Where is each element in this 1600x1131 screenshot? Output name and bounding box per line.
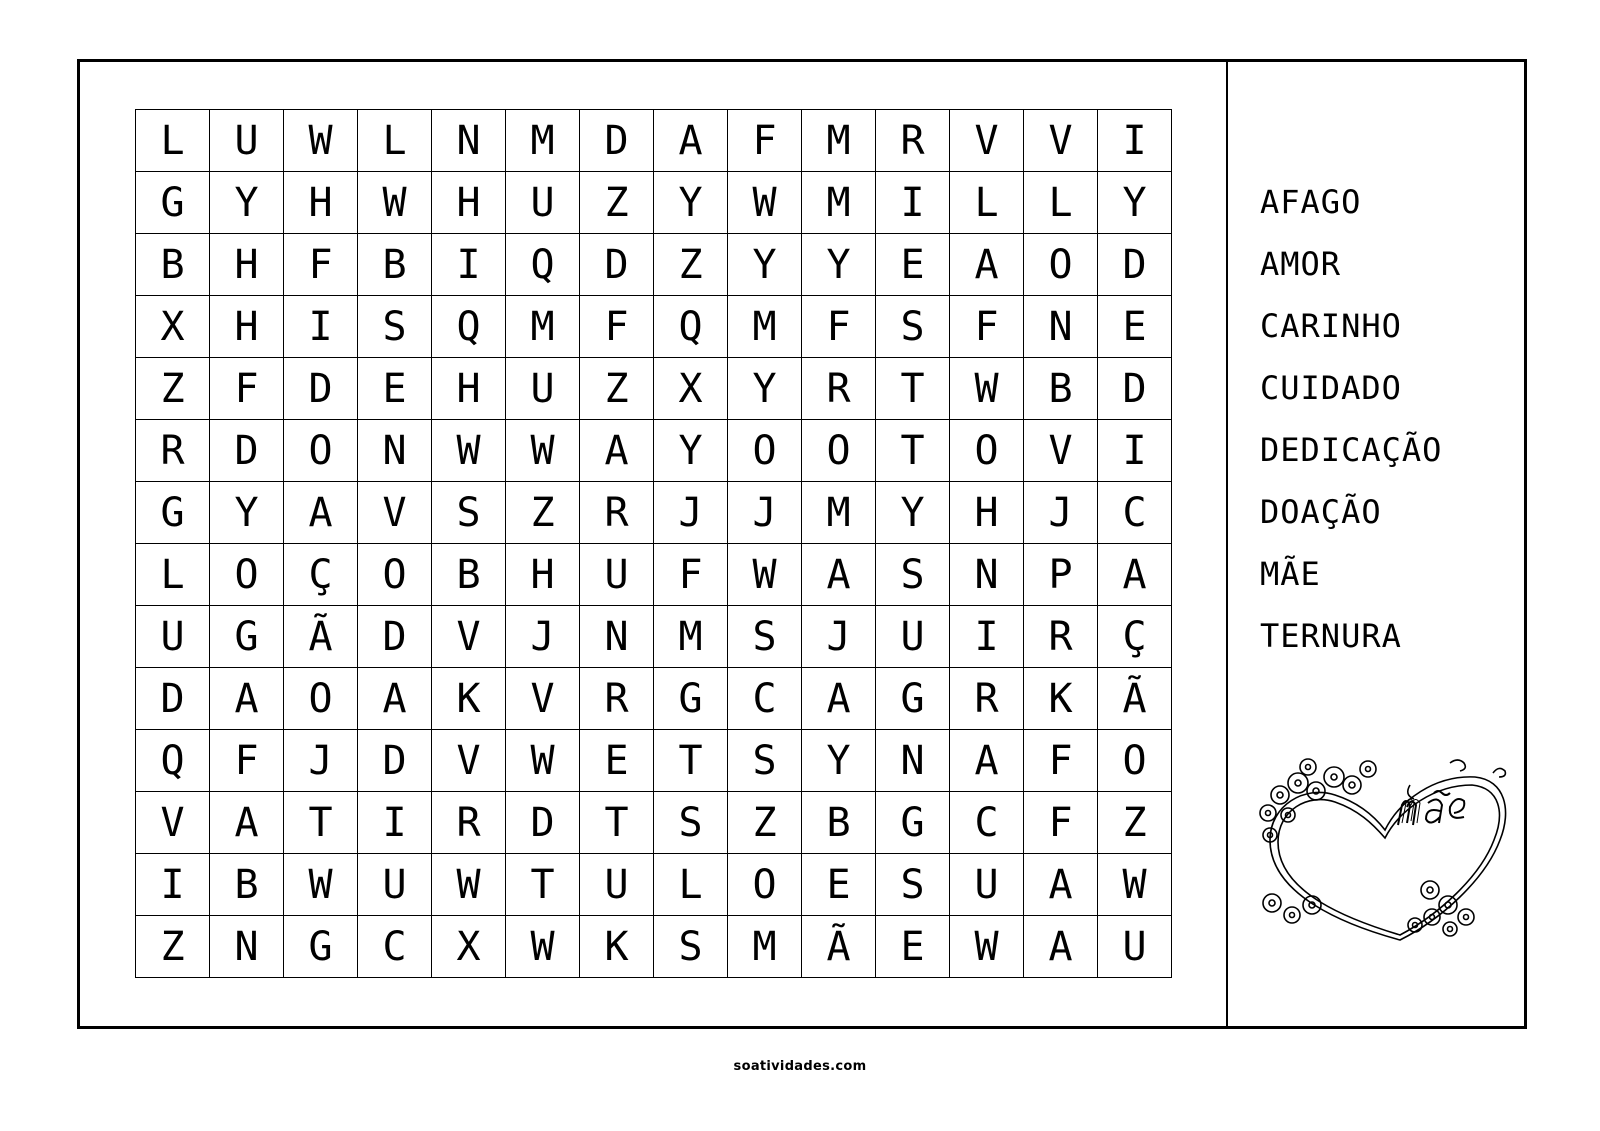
grid-cell[interactable]: C	[1098, 482, 1172, 544]
grid-cell[interactable]: D	[210, 420, 284, 482]
grid-cell[interactable]: X	[136, 296, 210, 358]
grid-cell[interactable]: O	[284, 420, 358, 482]
grid-cell[interactable]: G	[136, 172, 210, 234]
grid-cell[interactable]: H	[210, 296, 284, 358]
grid-cell[interactable]: D	[284, 358, 358, 420]
grid-cell[interactable]: O	[358, 544, 432, 606]
grid-cell[interactable]: M	[802, 172, 876, 234]
grid-cell[interactable]: Y	[210, 482, 284, 544]
grid-cell[interactable]: T	[876, 358, 950, 420]
grid-cell[interactable]: O	[802, 420, 876, 482]
grid-cell[interactable]: A	[1098, 544, 1172, 606]
grid-cell[interactable]: W	[506, 916, 580, 978]
grid-cell[interactable]: D	[358, 606, 432, 668]
grid-cell[interactable]: Ã	[1098, 668, 1172, 730]
grid-cell[interactable]: A	[284, 482, 358, 544]
grid-cell[interactable]: F	[284, 234, 358, 296]
grid-cell[interactable]: A	[802, 668, 876, 730]
grid-cell[interactable]: G	[136, 482, 210, 544]
grid-cell[interactable]: I	[432, 234, 506, 296]
grid-cell[interactable]: L	[654, 854, 728, 916]
grid-cell[interactable]: U	[876, 606, 950, 668]
grid-cell[interactable]: U	[580, 854, 654, 916]
grid-cell[interactable]: Ç	[1098, 606, 1172, 668]
grid-cell[interactable]: M	[506, 296, 580, 358]
grid-cell[interactable]: N	[580, 606, 654, 668]
grid-cell[interactable]: I	[1098, 110, 1172, 172]
grid-cell[interactable]: S	[358, 296, 432, 358]
heart-flowers-mae-icon	[1250, 755, 1520, 970]
grid-cell[interactable]: N	[358, 420, 432, 482]
grid-cell[interactable]: S	[728, 606, 802, 668]
grid-cell[interactable]: O	[284, 668, 358, 730]
grid-cell[interactable]: U	[580, 544, 654, 606]
grid-cell[interactable]: W	[284, 854, 358, 916]
grid-cell[interactable]: R	[432, 792, 506, 854]
grid-cell[interactable]: E	[876, 916, 950, 978]
grid-cell[interactable]: L	[1024, 172, 1098, 234]
grid-cell[interactable]: I	[876, 172, 950, 234]
grid-cell[interactable]: A	[1024, 854, 1098, 916]
grid-cell[interactable]: B	[432, 544, 506, 606]
grid-cell[interactable]: V	[950, 110, 1024, 172]
grid-cell[interactable]: Z	[506, 482, 580, 544]
grid-cell[interactable]: T	[654, 730, 728, 792]
grid-cell[interactable]: Z	[580, 172, 654, 234]
grid-cell[interactable]: S	[876, 854, 950, 916]
grid-cell[interactable]: F	[1024, 792, 1098, 854]
grid-cell[interactable]: L	[136, 110, 210, 172]
grid-cell[interactable]: S	[654, 792, 728, 854]
grid-cell[interactable]: M	[654, 606, 728, 668]
word-list-item: AFAGO	[1260, 183, 1362, 221]
grid-cell[interactable]: G	[654, 668, 728, 730]
grid-cell[interactable]: O	[210, 544, 284, 606]
grid-cell[interactable]: Y	[654, 172, 728, 234]
grid-cell[interactable]: D	[580, 110, 654, 172]
grid-cell[interactable]: A	[358, 668, 432, 730]
grid-cell[interactable]: E	[1098, 296, 1172, 358]
grid-cell[interactable]: T	[876, 420, 950, 482]
grid-cell[interactable]: M	[728, 916, 802, 978]
grid-cell[interactable]: V	[1024, 110, 1098, 172]
grid-cell[interactable]: F	[654, 544, 728, 606]
grid-cell[interactable]: U	[210, 110, 284, 172]
grid-cell[interactable]: A	[654, 110, 728, 172]
grid-cell[interactable]: Y	[802, 234, 876, 296]
grid-cell[interactable]: J	[654, 482, 728, 544]
grid-cell[interactable]: V	[432, 730, 506, 792]
grid-cell[interactable]: J	[802, 606, 876, 668]
footer-credit: soatividades.com	[733, 1059, 867, 1074]
grid-cell[interactable]: S	[876, 296, 950, 358]
grid-cell[interactable]: R	[950, 668, 1024, 730]
grid-cell[interactable]: M	[506, 110, 580, 172]
panel-divider	[1226, 59, 1228, 1029]
word-list	[1260, 180, 1442, 676]
word-list-item: CUIDADO	[1260, 369, 1402, 407]
grid-cell[interactable]: Y	[876, 482, 950, 544]
grid-cell[interactable]: D	[1098, 234, 1172, 296]
word-search-grid	[135, 109, 1172, 978]
grid-cell[interactable]: W	[506, 730, 580, 792]
grid-cell[interactable]: F	[210, 358, 284, 420]
grid-cell[interactable]: H	[284, 172, 358, 234]
grid-cell[interactable]: D	[1098, 358, 1172, 420]
grid-cell[interactable]: U	[506, 172, 580, 234]
grid-cell[interactable]: U	[358, 854, 432, 916]
grid-cell[interactable]: U	[1098, 916, 1172, 978]
grid-cell[interactable]: T	[284, 792, 358, 854]
grid-cell[interactable]: I	[1098, 420, 1172, 482]
grid-cell[interactable]: D	[580, 234, 654, 296]
grid-cell[interactable]: F	[580, 296, 654, 358]
grid-cell[interactable]: Y	[1098, 172, 1172, 234]
grid-cell[interactable]: A	[210, 792, 284, 854]
grid-cell[interactable]: W	[432, 854, 506, 916]
grid-cell[interactable]: Z	[136, 916, 210, 978]
grid-cell[interactable]: F	[802, 296, 876, 358]
grid-cell[interactable]: Y	[728, 234, 802, 296]
grid-cell[interactable]: B	[136, 234, 210, 296]
grid-cell[interactable]: Y	[802, 730, 876, 792]
grid-cell[interactable]: C	[358, 916, 432, 978]
grid-cell[interactable]: X	[432, 916, 506, 978]
grid-cell[interactable]: F	[210, 730, 284, 792]
grid-cell[interactable]: N	[1024, 296, 1098, 358]
grid-cell[interactable]: Z	[654, 234, 728, 296]
grid-cell[interactable]: R	[580, 482, 654, 544]
grid-cell[interactable]: A	[950, 730, 1024, 792]
grid-cell[interactable]: V	[358, 482, 432, 544]
grid-cell[interactable]: K	[580, 916, 654, 978]
grid-cell[interactable]: H	[506, 544, 580, 606]
grid-cell[interactable]: N	[432, 110, 506, 172]
grid-cell[interactable]: C	[950, 792, 1024, 854]
grid-cell[interactable]: Q	[506, 234, 580, 296]
grid-cell[interactable]: W	[1098, 854, 1172, 916]
grid-cell[interactable]: Z	[580, 358, 654, 420]
grid-cell[interactable]: M	[728, 296, 802, 358]
grid-cell[interactable]: D	[506, 792, 580, 854]
grid-cell[interactable]: I	[284, 296, 358, 358]
grid-cell[interactable]: B	[210, 854, 284, 916]
grid-cell[interactable]: H	[950, 482, 1024, 544]
grid-cell[interactable]: E	[802, 854, 876, 916]
grid-cell[interactable]: Q	[654, 296, 728, 358]
grid-cell[interactable]: R	[876, 110, 950, 172]
grid-cell[interactable]: V	[506, 668, 580, 730]
word-list-item: DEDICAÇÃO	[1260, 431, 1443, 469]
grid-cell[interactable]: Y	[654, 420, 728, 482]
grid-cell[interactable]: O	[728, 854, 802, 916]
grid-cell[interactable]: I	[136, 854, 210, 916]
grid-cell[interactable]: S	[728, 730, 802, 792]
grid-cell[interactable]: B	[1024, 358, 1098, 420]
grid-cell[interactable]: O	[728, 420, 802, 482]
grid-cell[interactable]: A	[1024, 916, 1098, 978]
grid-cell[interactable]: W	[358, 172, 432, 234]
grid-cell[interactable]: Y	[210, 172, 284, 234]
grid-cell[interactable]: A	[580, 420, 654, 482]
word-list-item: CARINHO	[1260, 307, 1402, 345]
grid-cell[interactable]: Ç	[284, 544, 358, 606]
grid-cell[interactable]: D	[136, 668, 210, 730]
grid-cell[interactable]: F	[1024, 730, 1098, 792]
grid-cell[interactable]: L	[358, 110, 432, 172]
grid-cell[interactable]: V	[136, 792, 210, 854]
grid-cell[interactable]: R	[802, 358, 876, 420]
grid-cell[interactable]: K	[432, 668, 506, 730]
grid-cell[interactable]: D	[358, 730, 432, 792]
grid-cell[interactable]: Z	[136, 358, 210, 420]
grid-cell[interactable]: P	[1024, 544, 1098, 606]
grid-cell[interactable]: E	[358, 358, 432, 420]
grid-cell[interactable]: N	[950, 544, 1024, 606]
grid-cell[interactable]: W	[950, 358, 1024, 420]
grid-cell[interactable]: W	[950, 916, 1024, 978]
grid-cell[interactable]: A	[950, 234, 1024, 296]
grid-cell[interactable]: E	[876, 234, 950, 296]
grid-cell[interactable]: G	[210, 606, 284, 668]
grid-cell[interactable]: Q	[432, 296, 506, 358]
grid-cell[interactable]: M	[802, 110, 876, 172]
grid-cell[interactable]: U	[506, 358, 580, 420]
word-list-item: TERNURA	[1260, 617, 1402, 655]
grid-cell[interactable]: H	[432, 358, 506, 420]
grid-cell[interactable]: I	[358, 792, 432, 854]
grid-cell[interactable]: U	[136, 606, 210, 668]
grid-cell[interactable]: H	[432, 172, 506, 234]
grid-cell[interactable]: L	[950, 172, 1024, 234]
grid-cell[interactable]: V	[432, 606, 506, 668]
grid-cell[interactable]: T	[580, 792, 654, 854]
word-list-item: DOAÇÃO	[1260, 493, 1382, 531]
grid-cell[interactable]: V	[1024, 420, 1098, 482]
grid-cell[interactable]: X	[654, 358, 728, 420]
grid-cell[interactable]: J	[506, 606, 580, 668]
grid-cell[interactable]: J	[1024, 482, 1098, 544]
grid-cell[interactable]: Ã	[284, 606, 358, 668]
grid-cell[interactable]: R	[136, 420, 210, 482]
grid-cell[interactable]: C	[728, 668, 802, 730]
grid-cell[interactable]: G	[876, 668, 950, 730]
grid-cell[interactable]: N	[876, 730, 950, 792]
grid-cell[interactable]: O	[1024, 234, 1098, 296]
grid-cell[interactable]: A	[210, 668, 284, 730]
grid-cell[interactable]: I	[950, 606, 1024, 668]
grid-cell[interactable]: U	[950, 854, 1024, 916]
grid-cell[interactable]: W	[728, 544, 802, 606]
grid-cell[interactable]: T	[506, 854, 580, 916]
grid-cell[interactable]: O	[950, 420, 1024, 482]
grid-cell[interactable]: B	[802, 792, 876, 854]
grid-cell[interactable]: F	[950, 296, 1024, 358]
word-list-item: AMOR	[1260, 245, 1342, 283]
grid-cell[interactable]: Z	[728, 792, 802, 854]
grid-cell[interactable]: Q	[136, 730, 210, 792]
word-list-item: MÃE	[1260, 555, 1321, 593]
grid-cell[interactable]: W	[506, 420, 580, 482]
grid-cell[interactable]: G	[876, 792, 950, 854]
grid-cell[interactable]: E	[580, 730, 654, 792]
grid-cell[interactable]: N	[210, 916, 284, 978]
grid-cell[interactable]: J	[728, 482, 802, 544]
grid-cell[interactable]: J	[284, 730, 358, 792]
grid-cell[interactable]: W	[432, 420, 506, 482]
grid-cell[interactable]: R	[580, 668, 654, 730]
grid-cell[interactable]: W	[284, 110, 358, 172]
grid-cell[interactable]: H	[210, 234, 284, 296]
grid-cell[interactable]: A	[802, 544, 876, 606]
grid-cell[interactable]: K	[1024, 668, 1098, 730]
grid-cell[interactable]: S	[432, 482, 506, 544]
grid-cell[interactable]: O	[1098, 730, 1172, 792]
grid-cell[interactable]: M	[802, 482, 876, 544]
grid-cell[interactable]: S	[876, 544, 950, 606]
grid-cell[interactable]: Y	[728, 358, 802, 420]
grid-cell[interactable]: B	[358, 234, 432, 296]
grid-cell[interactable]: Ã	[802, 916, 876, 978]
grid-cell[interactable]: Z	[1098, 792, 1172, 854]
grid-cell[interactable]: G	[284, 916, 358, 978]
grid-cell[interactable]: R	[1024, 606, 1098, 668]
grid-cell[interactable]: L	[136, 544, 210, 606]
grid-cell[interactable]: S	[654, 916, 728, 978]
grid-cell[interactable]: W	[728, 172, 802, 234]
grid-cell[interactable]: F	[728, 110, 802, 172]
